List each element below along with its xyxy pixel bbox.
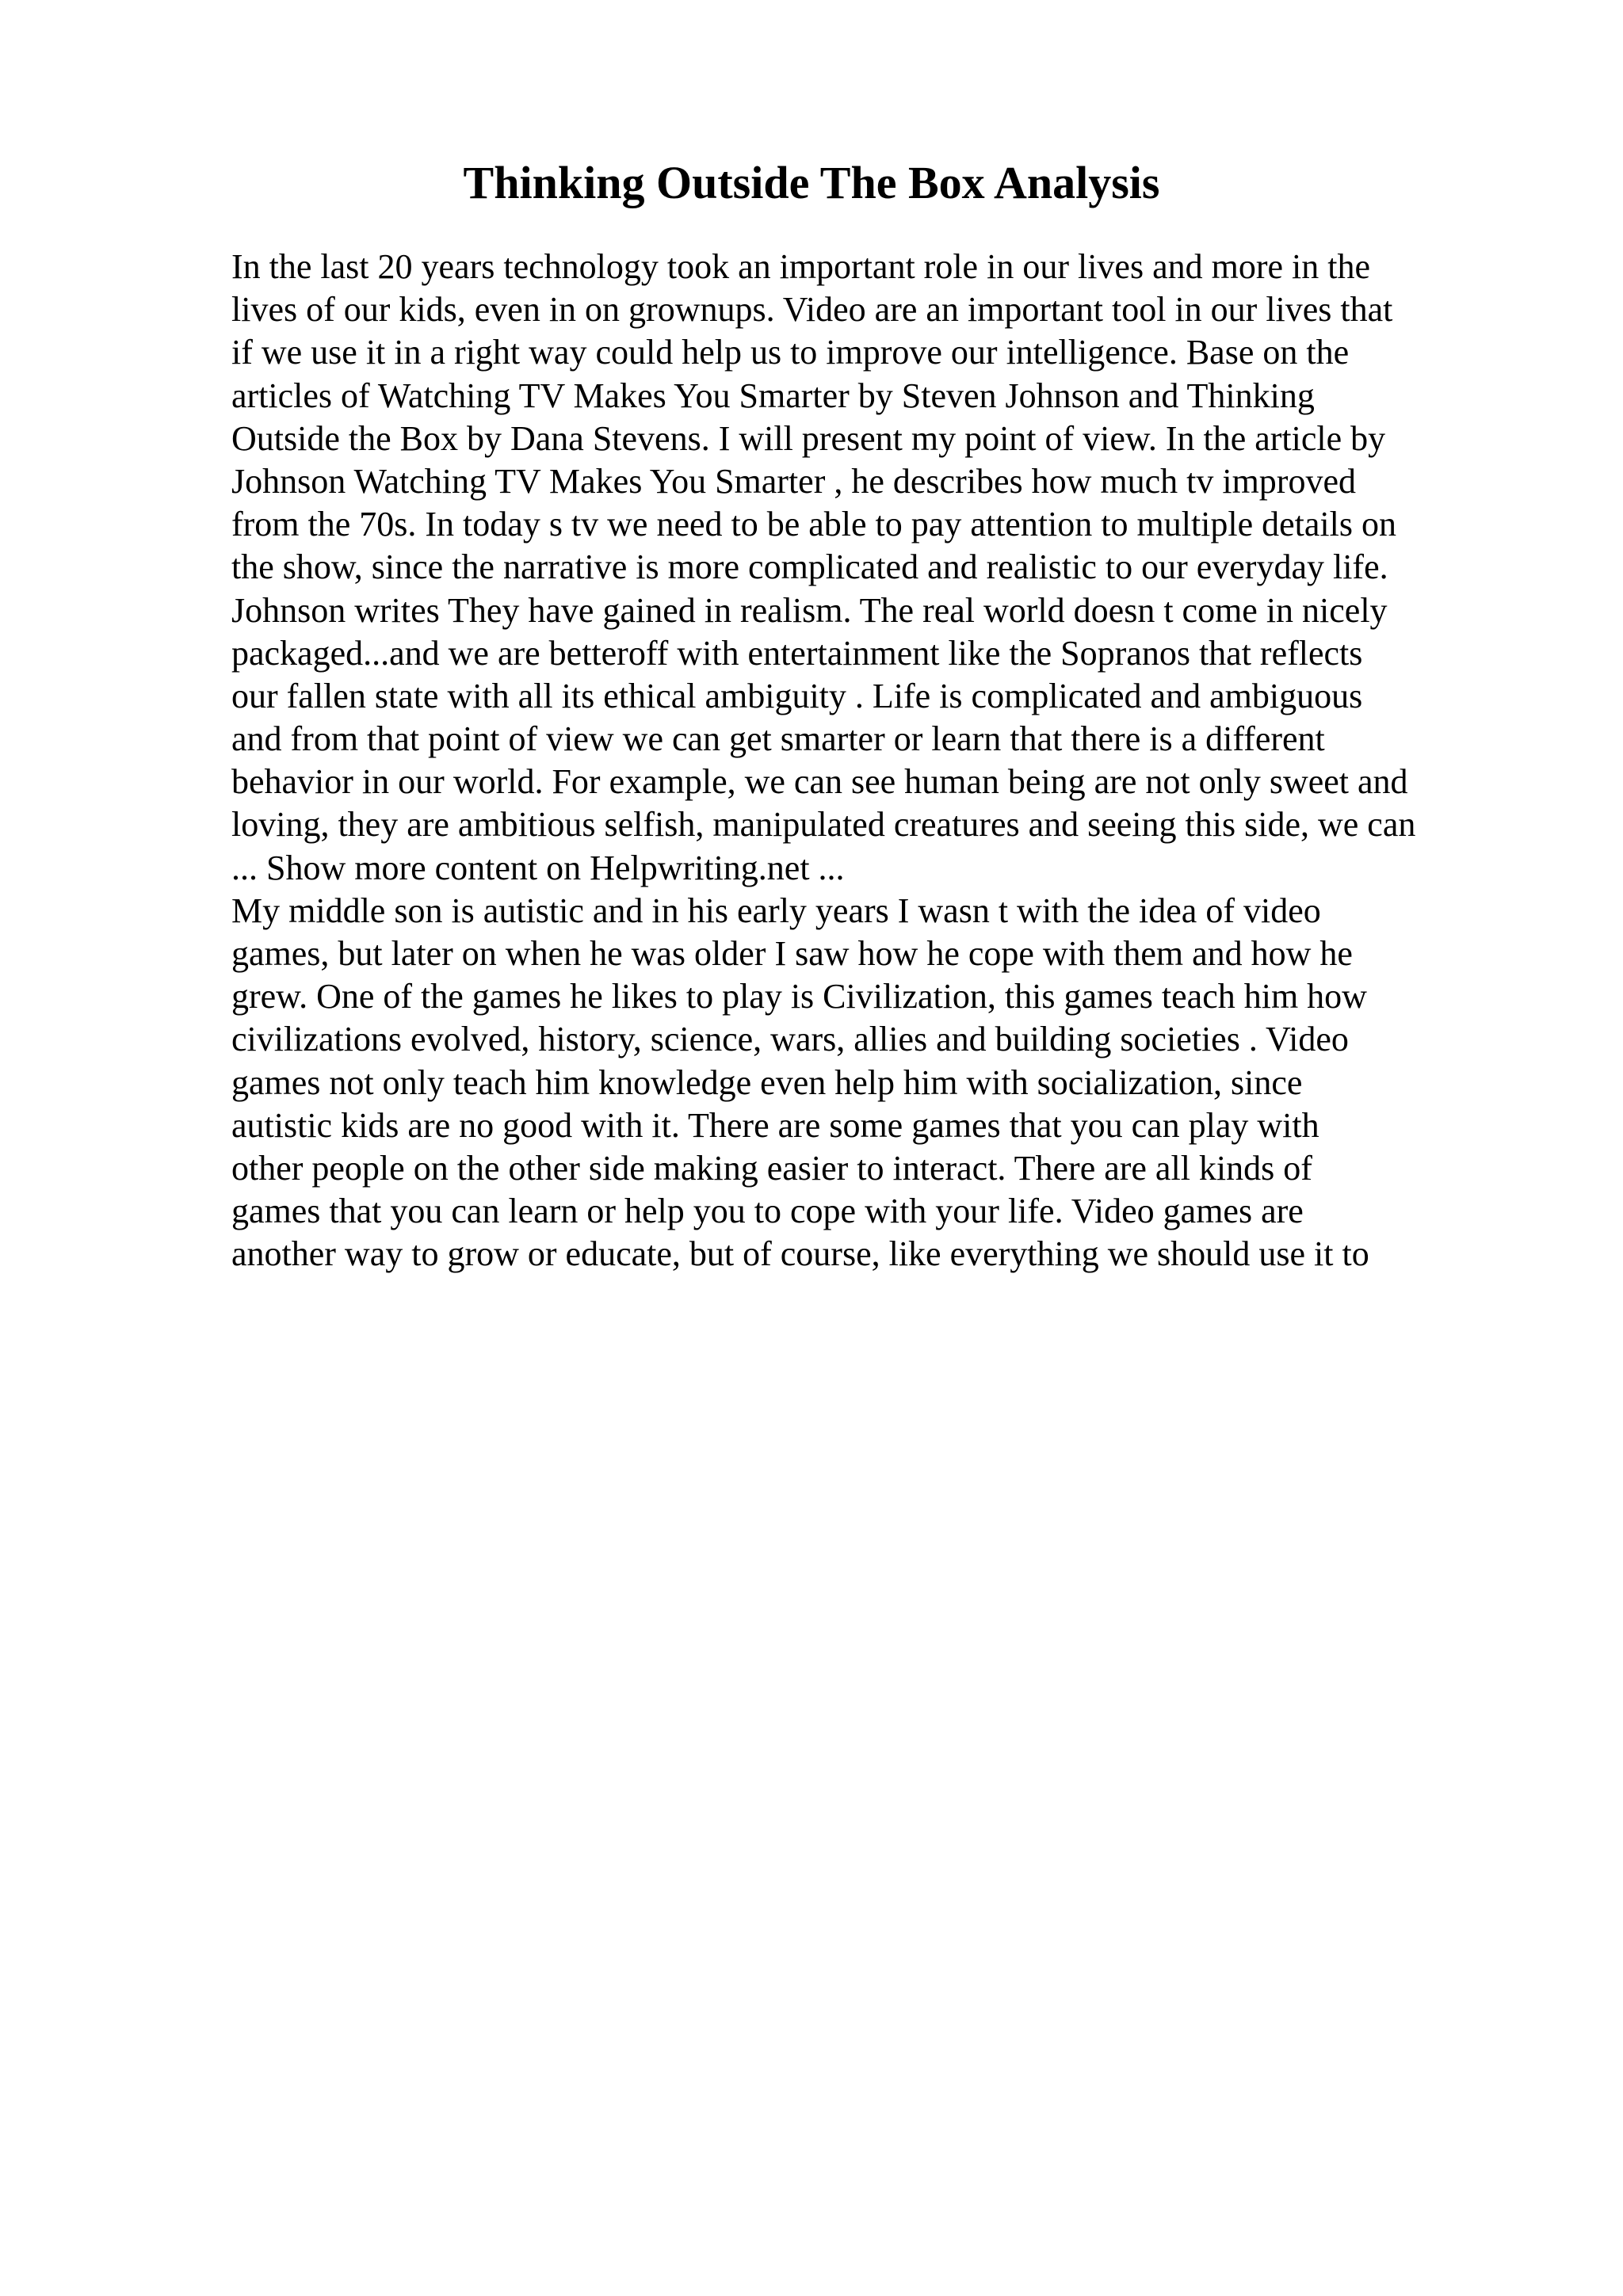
body-line: games not only teach him knowledge even help him with socialization, since bbox=[231, 1062, 1303, 1102]
body-line: games, but later on when he was older I saw how he cope with them and how he bbox=[231, 934, 1353, 973]
body-line: other people on the other side making easier to interact. There are all kinds of bbox=[231, 1148, 1312, 1188]
body-line: Johnson Watching TV Makes You Smarter , he describes how much tv improved bbox=[231, 461, 1356, 501]
body-line: the show, since the narrative is more complicated and realistic to our everyday life. bbox=[231, 547, 1388, 587]
body-line: if we use it in a right way could help us to improve our intelligence. Base on the bbox=[231, 333, 1350, 372]
body-line: autistic kids are no good with it. There are some games that you can play with bbox=[231, 1105, 1319, 1145]
body-line: lives of our kids, even in on grownups. Video are an important tool in our lives that bbox=[231, 290, 1393, 330]
body-line: our fallen state with all its ethical ambiguity . Life is complicated and ambiguous bbox=[231, 676, 1363, 715]
body-line: behavior in our world. For example, we can see human being are not only sweet and bbox=[231, 762, 1408, 802]
document-body bbox=[231, 246, 1515, 1276]
body-line: loving, they are ambitious selfish, manipulated creatures and seeing this side, we can bbox=[231, 805, 1416, 845]
body-line: another way to grow or educate, but of course, like everything we should use it to bbox=[231, 1234, 1369, 1274]
show-more-line: ... Show more content on Helpwriting.net ... bbox=[231, 848, 845, 887]
body-line: grew. One of the games he likes to play is Civilization, this games teach him how bbox=[231, 977, 1367, 1016]
body-line: articles of Watching TV Makes You Smarter by Steven Johnson and Thinking bbox=[231, 376, 1315, 415]
body-line: My middle son is autistic and in his early years I wasn t with the idea of video bbox=[231, 891, 1321, 930]
body-line: and from that point of view we can get smarter or learn that there is a different bbox=[231, 719, 1325, 759]
body-line: Johnson writes They have gained in realism. The real world doesn t come in nicely bbox=[231, 590, 1388, 630]
body-line: civilizations evolved, history, science, wars, allies and building societies . Video bbox=[231, 1020, 1349, 1059]
document-title: Thinking Outside The Box Analysis bbox=[463, 157, 1160, 208]
body-line: In the last 20 years technology took an important role in our lives and more in the bbox=[231, 247, 1370, 286]
body-line: from the 70s. In today s tv we need to be able to pay attention to multiple details on bbox=[231, 505, 1397, 544]
body-line: Outside the Box by Dana Stevens. I will present my point of view. In the article by bbox=[231, 418, 1386, 458]
body-line: packaged...and we are betteroff with entertainment like the Sopranos that reflects bbox=[231, 633, 1363, 673]
body-line: games that you can learn or help you to cope with your life. Video games are bbox=[231, 1192, 1304, 1231]
